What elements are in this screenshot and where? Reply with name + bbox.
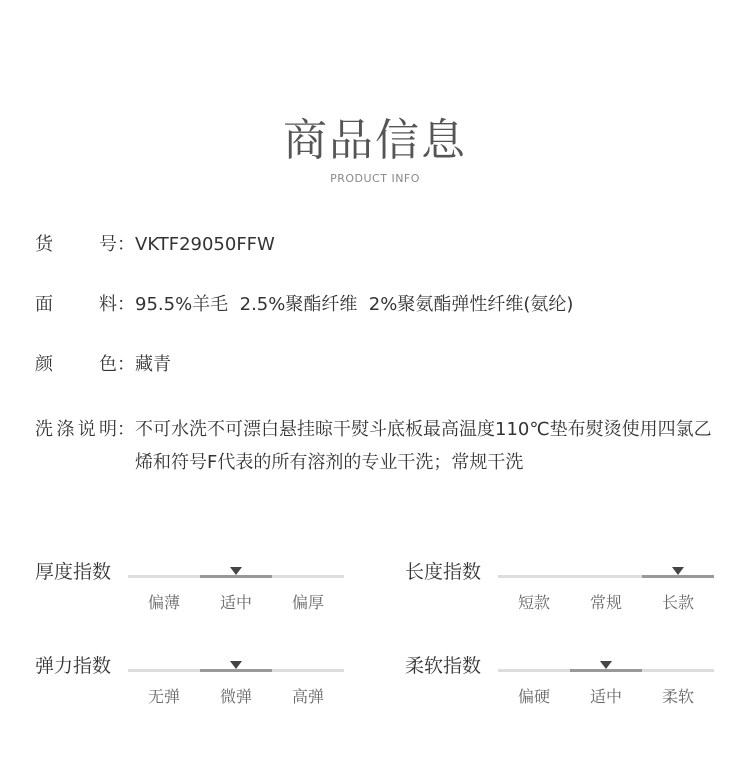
- info-label: 洗涤说明 ：: [35, 413, 135, 479]
- metric-scale: [128, 669, 344, 709]
- metric-thickness: [35, 560, 355, 620]
- page-title: 商品信息: [283, 115, 467, 166]
- metric-scale: [498, 575, 714, 615]
- info-row-color: [35, 348, 725, 381]
- scale-option-label: 短款: [517, 593, 550, 612]
- info-value: 不可水洗不可漂白悬挂晾干熨斗底板最高温度110℃垫布熨烫使用四氯乙烯和符号F代表的所有溶剂的专业干洗；常规干洗: [135, 419, 712, 473]
- scale-option-label: 柔软: [661, 687, 694, 706]
- scale-segment: [642, 575, 714, 578]
- scale-segment: [200, 575, 272, 578]
- info-row-care: [35, 413, 725, 479]
- scale-segment: [128, 575, 200, 578]
- scale-option-label: 高弹: [291, 687, 324, 706]
- scale-segment: [570, 669, 642, 672]
- metric-length: [405, 560, 725, 620]
- scale-option-label: 无弹: [147, 687, 180, 706]
- metric-label: 柔软指数: [405, 655, 482, 677]
- scale-segment: [272, 669, 344, 672]
- triangle-down-icon: [230, 661, 242, 669]
- metric-elasticity: [35, 654, 355, 714]
- scale-segment: [128, 669, 200, 672]
- scale-option-label: 适中: [589, 687, 622, 706]
- info-label-text: 颜色: [35, 354, 117, 375]
- scale-option-label: 微弹: [219, 687, 252, 706]
- metric-label: 厚度指数: [35, 561, 112, 583]
- scale-option-label: 偏硬: [517, 687, 550, 706]
- metric-label: 长度指数: [405, 561, 482, 583]
- info-value: 藏青: [135, 354, 171, 375]
- info-label: 颜色 ：: [35, 348, 135, 381]
- triangle-down-icon: [600, 661, 612, 669]
- info-label-text: 货号: [35, 234, 117, 255]
- metric-softness: [405, 654, 725, 714]
- scale-option-label: 偏厚: [291, 593, 324, 612]
- info-label: 货号 ：: [35, 228, 135, 261]
- info-label-text: 面料: [35, 294, 117, 315]
- info-value: VKTF29050FFW: [135, 234, 275, 255]
- page-subtitle: PRODUCT INFO: [330, 172, 420, 185]
- scale-option-label: 适中: [219, 593, 252, 612]
- info-value: 95.5%羊毛 2.5%聚酯纤维 2%聚氨酯弹性纤维(氨纶): [135, 294, 574, 315]
- metric-scale: [128, 575, 344, 615]
- triangle-down-icon: [672, 567, 684, 575]
- scale-option-label: 长款: [661, 593, 694, 612]
- info-label: 面料 ：: [35, 288, 135, 321]
- scale-segment: [570, 575, 642, 578]
- metric-label: 弹力指数: [35, 655, 112, 677]
- scale-option-label: 常规: [589, 593, 622, 612]
- scale-segment: [498, 669, 570, 672]
- scale-segment: [200, 669, 272, 672]
- metric-scale: [498, 669, 714, 709]
- info-row-fabric: [35, 288, 725, 321]
- scale-segment: [642, 669, 714, 672]
- scale-segment: [498, 575, 570, 578]
- triangle-down-icon: [230, 567, 242, 575]
- scale-option-label: 偏薄: [147, 593, 180, 612]
- scale-segment: [272, 575, 344, 578]
- info-label-text: 洗涤说明: [35, 419, 117, 440]
- info-row-item-number: [35, 228, 725, 261]
